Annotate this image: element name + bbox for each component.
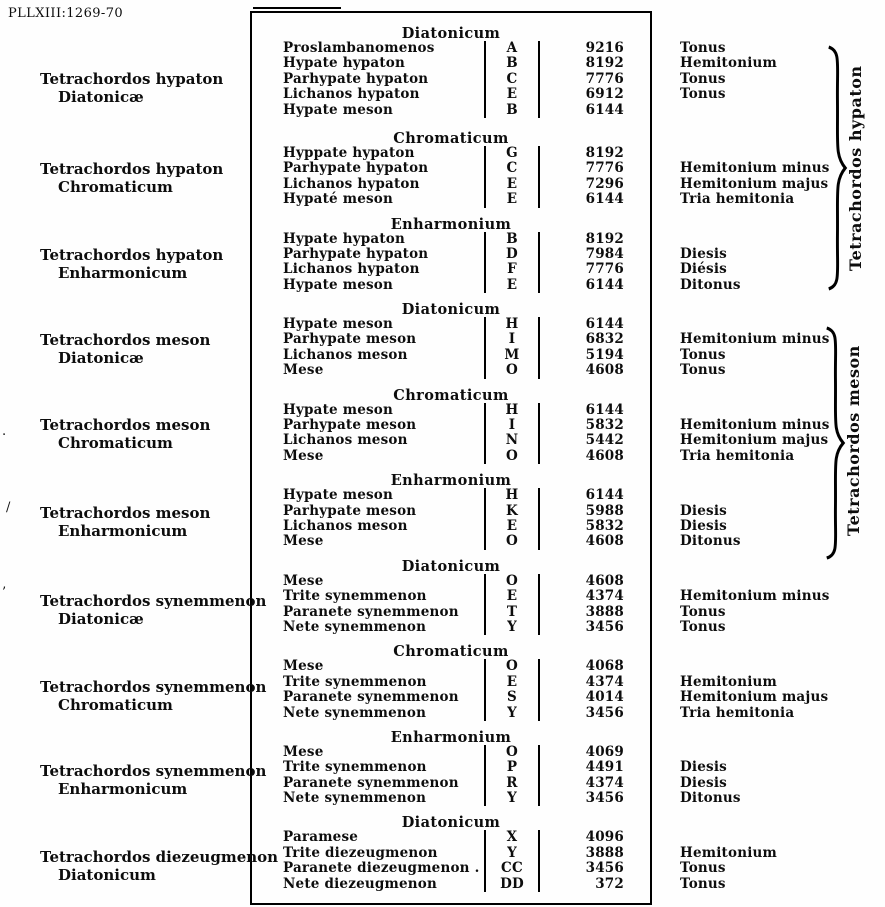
interval-name-cell: Hemitonium minus xyxy=(680,417,830,434)
string-length-value-cell: 6144 xyxy=(585,191,624,208)
interval-name-cell: Hemitonium xyxy=(680,55,778,72)
tetrachord-section-label xyxy=(40,762,266,798)
table-row xyxy=(250,56,885,71)
note-name-cell: Parhypate hypaton xyxy=(283,70,429,87)
note-letter-cell: DD xyxy=(484,877,540,892)
interval-name-cell: Hemitonium xyxy=(680,844,778,861)
table-row xyxy=(250,504,885,519)
string-length-value-cell: 3456 xyxy=(585,790,624,807)
table-row xyxy=(250,877,885,892)
string-length-value-cell: 9216 xyxy=(585,40,624,56)
section-label-line2: Chromaticum xyxy=(58,696,173,714)
section-label-line2: Enharmonicum xyxy=(58,264,188,282)
note-letter-cell: D xyxy=(484,247,540,262)
interval-name-cell: Tonus xyxy=(680,70,726,87)
tetrachord-table xyxy=(250,11,885,892)
plate-reference: PLLXIII:1269-70 xyxy=(8,6,124,21)
string-length-value-cell: 6912 xyxy=(585,86,624,103)
string-length-value-cell: 4491 xyxy=(585,759,624,776)
note-name-cell: Mese xyxy=(283,658,324,675)
section-label-line1: Tetrachordos synemmenon xyxy=(40,762,267,780)
note-letter-cell: M xyxy=(484,348,540,363)
note-name-cell: Nete synemmenon xyxy=(283,618,427,635)
interval-name-cell: Hemitonium xyxy=(680,673,778,690)
note-name-cell: Mese xyxy=(283,572,324,589)
scan-artifact-mark: . xyxy=(2,424,7,439)
note-letter-cell: O xyxy=(484,449,540,464)
interval-name-cell xyxy=(652,659,680,674)
string-length-value-cell: 3456 xyxy=(585,618,624,635)
table-row xyxy=(250,232,885,247)
string-length-value-cell: 6144 xyxy=(585,276,624,293)
interval-name-cell: Ditonus xyxy=(680,533,741,550)
table-row xyxy=(250,72,885,87)
note-name-cell: Parhypate meson xyxy=(283,417,417,434)
genus-rows xyxy=(250,317,885,379)
string-length-value-cell: 7776 xyxy=(585,70,624,87)
note-name-cell: Mese xyxy=(283,743,324,760)
interval-name-cell: Diesis xyxy=(680,502,727,519)
table-row xyxy=(250,418,885,433)
table-row xyxy=(250,745,885,760)
interval-name-cell: Tonus xyxy=(680,875,726,892)
note-name-cell: Lichanos hypaton xyxy=(283,261,420,278)
table-row xyxy=(250,146,885,161)
section-label-line2: Chromaticum xyxy=(58,434,173,452)
genus-rows xyxy=(250,232,885,294)
section-label-line1: Tetrachordos hypaton xyxy=(40,246,224,264)
table-row xyxy=(250,41,885,56)
table-row xyxy=(250,262,885,277)
table-row xyxy=(250,247,885,262)
tetrachord-section-label xyxy=(40,592,266,628)
tetrachord-section-label xyxy=(40,504,210,540)
note-letter-cell: Y xyxy=(484,620,540,635)
genus-block xyxy=(250,208,885,294)
table-row xyxy=(250,620,885,635)
table-row xyxy=(250,519,885,534)
string-length-value-cell: 8192 xyxy=(585,144,624,161)
tetrachord-section-label xyxy=(40,678,266,714)
table-row xyxy=(250,433,885,448)
string-length-value-cell: 4068 xyxy=(585,658,624,675)
genus-header: Diatonicum xyxy=(401,814,501,832)
interval-name-cell: Tria hemitonia xyxy=(680,447,795,464)
interval-name-cell: Ditonus xyxy=(680,790,741,807)
table-row xyxy=(250,403,885,418)
string-length-value-cell: 6144 xyxy=(585,401,624,418)
genus-header: Enharmonium xyxy=(390,215,512,233)
interval-name-cell: Hemitonium minus xyxy=(680,331,830,348)
genus-header: Enharmonium xyxy=(390,472,512,490)
section-label-line2: Diatonicæ xyxy=(58,610,144,628)
genus-header: Diatonicum xyxy=(401,557,501,575)
table-row xyxy=(250,605,885,620)
interval-name-cell: Hemitonium minus xyxy=(680,160,830,177)
brace-label-tetrachordos-meson: Tetrachordos meson xyxy=(844,345,863,536)
note-letter-cell: T xyxy=(484,605,540,620)
interval-name-cell: Hemitonium majus xyxy=(680,175,829,192)
table-row xyxy=(250,87,885,102)
genus-block xyxy=(250,464,885,550)
table-row xyxy=(250,348,885,363)
interval-name-cell xyxy=(652,745,680,760)
string-length-value-cell: 5832 xyxy=(585,517,624,534)
table-row xyxy=(250,534,885,549)
string-length-value-cell: 3888 xyxy=(585,844,624,861)
scan-artifact-mark: / xyxy=(6,500,11,515)
interval-name-cell: Hemitonium majus xyxy=(680,432,829,449)
interval-name-cell: Tonus xyxy=(680,603,726,620)
string-length-value-cell: 4608 xyxy=(585,447,624,464)
genus-rows xyxy=(250,830,885,892)
note-name-cell: Proslambanomenos xyxy=(283,40,435,56)
note-letter-cell: F xyxy=(484,262,540,277)
note-name-cell: Hypate meson xyxy=(283,401,394,418)
note-letter-cell: Y xyxy=(484,846,540,861)
note-name-cell: Nete synemmenon xyxy=(283,704,427,721)
interval-name-cell: Tria hemitonia xyxy=(680,704,795,721)
genus-rows xyxy=(250,574,885,636)
string-length-value-cell: 4014 xyxy=(585,689,624,706)
string-length-value-cell: 4069 xyxy=(585,743,624,760)
note-letter-cell: N xyxy=(484,433,540,448)
interval-name-cell: Tonus xyxy=(680,362,726,379)
genus-rows xyxy=(250,146,885,208)
note-name-cell: Trite diezeugmenon xyxy=(283,844,438,861)
string-length-value-cell: 4374 xyxy=(585,673,624,690)
curly-brace-icon xyxy=(826,44,848,292)
genus-header: Diatonicum xyxy=(401,25,501,42)
note-letter-cell: P xyxy=(484,760,540,775)
table-row xyxy=(250,830,885,845)
note-name-cell: Mese xyxy=(283,447,324,464)
brace-label-tetrachordos-hypaton: Tetrachordos hypaton xyxy=(846,65,865,271)
genus-block xyxy=(250,293,885,379)
interval-name-cell: Diesis xyxy=(680,759,727,776)
interval-name-cell: Diesis xyxy=(680,517,727,534)
note-name-cell: Lichanos meson xyxy=(283,346,408,363)
note-name-cell: Hypate meson xyxy=(283,316,394,333)
section-label-line2: Enharmonicum xyxy=(58,780,188,798)
section-label-line1: Tetrachordos meson xyxy=(40,416,211,434)
note-letter-cell: B xyxy=(484,232,540,247)
note-name-cell: Nete diezeugmenon xyxy=(283,875,438,892)
genus-header: Enharmonium xyxy=(390,728,512,746)
tetrachord-section-label xyxy=(40,848,278,884)
note-letter-cell: K xyxy=(484,504,540,519)
genus-block xyxy=(250,806,885,892)
note-letter-cell: E xyxy=(484,87,540,102)
interval-name-cell: Tonus xyxy=(680,86,726,103)
note-letter-cell: O xyxy=(484,534,540,549)
note-letter-cell: E xyxy=(484,177,540,192)
note-letter-cell: O xyxy=(484,363,540,378)
note-letter-cell: I xyxy=(484,418,540,433)
note-name-cell: Trite synemmenon xyxy=(283,673,427,690)
note-letter-cell: E xyxy=(484,675,540,690)
note-letter-cell: CC xyxy=(484,861,540,876)
table-row xyxy=(250,659,885,674)
genus-header: Diatonicum xyxy=(401,301,501,319)
string-length-value-cell: 6144 xyxy=(585,101,624,118)
note-letter-cell: H xyxy=(484,317,540,332)
tetrachord-section-label xyxy=(40,160,223,196)
genus-rows xyxy=(250,745,885,807)
interval-name-cell xyxy=(652,574,680,589)
interval-name-cell: Hemitonium majus xyxy=(680,689,829,706)
note-letter-cell: I xyxy=(484,332,540,347)
note-name-cell: Hyppate hypaton xyxy=(283,144,415,161)
section-label-line2: Diatonicum xyxy=(58,866,156,884)
table-row xyxy=(250,161,885,176)
string-length-value-cell: 4096 xyxy=(585,829,624,846)
section-label-line1: Tetrachordos hypaton xyxy=(40,160,224,178)
note-name-cell: Trite synemmenon xyxy=(283,588,427,605)
string-length-value-cell: 372 xyxy=(595,875,624,892)
note-letter-cell: B xyxy=(484,103,540,118)
note-letter-cell: G xyxy=(484,146,540,161)
table-row xyxy=(250,791,885,806)
note-name-cell: Lichanos meson xyxy=(283,517,408,534)
note-name-cell: Hypate meson xyxy=(283,101,394,118)
table-row xyxy=(250,363,885,378)
scan-artifact-mark: ’ xyxy=(2,585,7,600)
section-label-line2: Chromaticum xyxy=(58,178,173,196)
genus-header: Chromaticum xyxy=(393,643,509,661)
genus-rows xyxy=(250,41,885,118)
interval-name-cell xyxy=(652,403,680,418)
string-length-value-cell: 8192 xyxy=(585,230,624,247)
table-row xyxy=(250,449,885,464)
string-length-value-cell: 6144 xyxy=(585,316,624,333)
table-row xyxy=(250,177,885,192)
string-length-value-cell: 4608 xyxy=(585,572,624,589)
note-name-cell: Lichanos hypaton xyxy=(283,86,420,103)
table-row xyxy=(250,846,885,861)
string-length-value-cell: 4608 xyxy=(585,533,624,550)
table-row xyxy=(250,706,885,721)
note-name-cell: Hypate hypaton xyxy=(283,55,406,72)
string-length-value-cell: 6832 xyxy=(585,331,624,348)
string-length-value-cell: 5194 xyxy=(585,346,624,363)
genus-block xyxy=(250,379,885,465)
note-name-cell: Hypate meson xyxy=(283,276,394,293)
section-label-line1: Tetrachordos synemmenon xyxy=(40,678,267,696)
section-label-line1: Tetrachordos diezeugmenon xyxy=(40,848,279,866)
interval-name-cell: Tonus xyxy=(680,40,726,56)
interval-name-cell: Diésis xyxy=(680,261,727,278)
tetrachord-section-label xyxy=(40,70,223,106)
string-length-value-cell: 7776 xyxy=(585,261,624,278)
table-row xyxy=(250,776,885,791)
section-label-line1: Tetrachordos hypaton xyxy=(40,70,224,88)
note-letter-cell: X xyxy=(484,830,540,845)
interval-name-cell: Tria hemitonia xyxy=(680,191,795,208)
interval-name-cell: Hemitonium minus xyxy=(680,588,830,605)
note-letter-cell: O xyxy=(484,574,540,589)
table-row xyxy=(250,332,885,347)
note-letter-cell: S xyxy=(484,690,540,705)
section-label-line2: Diatonicæ xyxy=(58,88,144,106)
table-row xyxy=(250,861,885,876)
string-length-value-cell: 8192 xyxy=(585,55,624,72)
note-name-cell: Paranete synemmenon xyxy=(283,774,459,791)
interval-name-cell: Diesis xyxy=(680,774,727,791)
note-letter-cell: C xyxy=(484,161,540,176)
string-length-value-cell: 5832 xyxy=(585,417,624,434)
interval-name-cell xyxy=(652,146,680,161)
note-name-cell: Parhypate hypaton xyxy=(283,245,429,262)
table-row xyxy=(250,690,885,705)
string-length-value-cell: 4374 xyxy=(585,588,624,605)
table-row xyxy=(250,675,885,690)
note-name-cell: Lichanos meson xyxy=(283,432,408,449)
interval-name-cell: Tonus xyxy=(680,346,726,363)
genus-header: Chromaticum xyxy=(393,386,509,404)
note-name-cell: Mese xyxy=(283,362,324,379)
genus-header: Chromaticum xyxy=(393,129,509,147)
note-letter-cell: E xyxy=(484,192,540,207)
string-length-value-cell: 7984 xyxy=(585,245,624,262)
interval-name-cell: Ditonus xyxy=(680,276,741,293)
tetrachord-section-label xyxy=(40,416,210,452)
genus-block xyxy=(250,635,885,721)
interval-name-cell xyxy=(652,317,680,332)
note-letter-cell: E xyxy=(484,589,540,604)
note-name-cell: Parhypate meson xyxy=(283,502,417,519)
string-length-value-cell: 3456 xyxy=(585,860,624,877)
string-length-value-cell: 5442 xyxy=(585,432,624,449)
interval-name-cell xyxy=(652,830,680,845)
scan-artifact-line xyxy=(253,7,341,9)
table-row xyxy=(250,760,885,775)
note-name-cell: Parhypate hypaton xyxy=(283,160,429,177)
tetrachord-section-label xyxy=(40,246,223,282)
table-row xyxy=(250,589,885,604)
interval-name-cell: Diesis xyxy=(680,245,727,262)
note-letter-cell: R xyxy=(484,776,540,791)
string-length-value-cell: 7776 xyxy=(585,160,624,177)
note-name-cell: Lichanos hypaton xyxy=(283,175,420,192)
note-name-cell: Paranete synemmenon xyxy=(283,603,459,620)
table-row xyxy=(250,278,885,293)
note-name-cell: Hypate hypaton xyxy=(283,230,406,247)
note-name-cell: Trite synemmenon xyxy=(283,759,427,776)
interval-name-cell xyxy=(652,488,680,503)
table-row xyxy=(250,192,885,207)
genus-block xyxy=(250,122,885,208)
note-letter-cell: O xyxy=(484,659,540,674)
table-row xyxy=(250,488,885,503)
section-label-line1: Tetrachordos synemmenon xyxy=(40,592,267,610)
string-length-value-cell: 3456 xyxy=(585,704,624,721)
genus-block xyxy=(250,721,885,807)
section-label-line2: Enharmonicum xyxy=(58,522,188,540)
note-name-cell: Parhypate meson xyxy=(283,331,417,348)
interval-name-cell: Tonus xyxy=(680,618,726,635)
note-letter-cell: E xyxy=(484,519,540,534)
tetrachord-section-label xyxy=(40,331,210,367)
section-label-line2: Diatonicæ xyxy=(58,349,144,367)
string-length-value-cell: 7296 xyxy=(585,175,624,192)
note-name-cell: Hypaté meson xyxy=(283,191,394,208)
note-letter-cell: H xyxy=(484,488,540,503)
note-letter-cell: A xyxy=(484,41,540,56)
genus-block xyxy=(250,17,885,118)
note-letter-cell: O xyxy=(484,745,540,760)
string-length-value-cell: 4608 xyxy=(585,362,624,379)
note-name-cell: Nete synemmenon xyxy=(283,790,427,807)
note-name-cell: Paramese xyxy=(283,829,359,846)
note-letter-cell: Y xyxy=(484,791,540,806)
string-length-value-cell: 6144 xyxy=(585,487,624,504)
curly-brace-icon xyxy=(824,325,846,561)
genus-rows xyxy=(250,403,885,465)
genus-rows xyxy=(250,659,885,721)
genus-block xyxy=(250,550,885,636)
genus-rows xyxy=(250,488,885,550)
table-row xyxy=(250,317,885,332)
note-name-cell: Paranete diezeugmenon . xyxy=(283,860,480,877)
interval-name-cell: Tonus xyxy=(680,860,726,877)
table-row xyxy=(250,103,885,118)
note-name-cell: Mese xyxy=(283,533,324,550)
interval-name-cell xyxy=(652,232,680,247)
note-name-cell: Hypate meson xyxy=(283,487,394,504)
string-length-value-cell: 5988 xyxy=(585,502,624,519)
note-letter-cell: H xyxy=(484,403,540,418)
section-label-line1: Tetrachordos meson xyxy=(40,331,211,349)
note-letter-cell: Y xyxy=(484,706,540,721)
note-letter-cell: E xyxy=(484,278,540,293)
note-name-cell: Paranete synemmenon xyxy=(283,689,459,706)
interval-name-cell xyxy=(652,103,680,118)
note-letter-cell: B xyxy=(484,56,540,71)
string-length-value-cell: 3888 xyxy=(585,603,624,620)
table-row xyxy=(250,574,885,589)
string-length-value-cell: 4374 xyxy=(585,774,624,791)
section-label-line1: Tetrachordos meson xyxy=(40,504,211,522)
note-letter-cell: C xyxy=(484,72,540,87)
